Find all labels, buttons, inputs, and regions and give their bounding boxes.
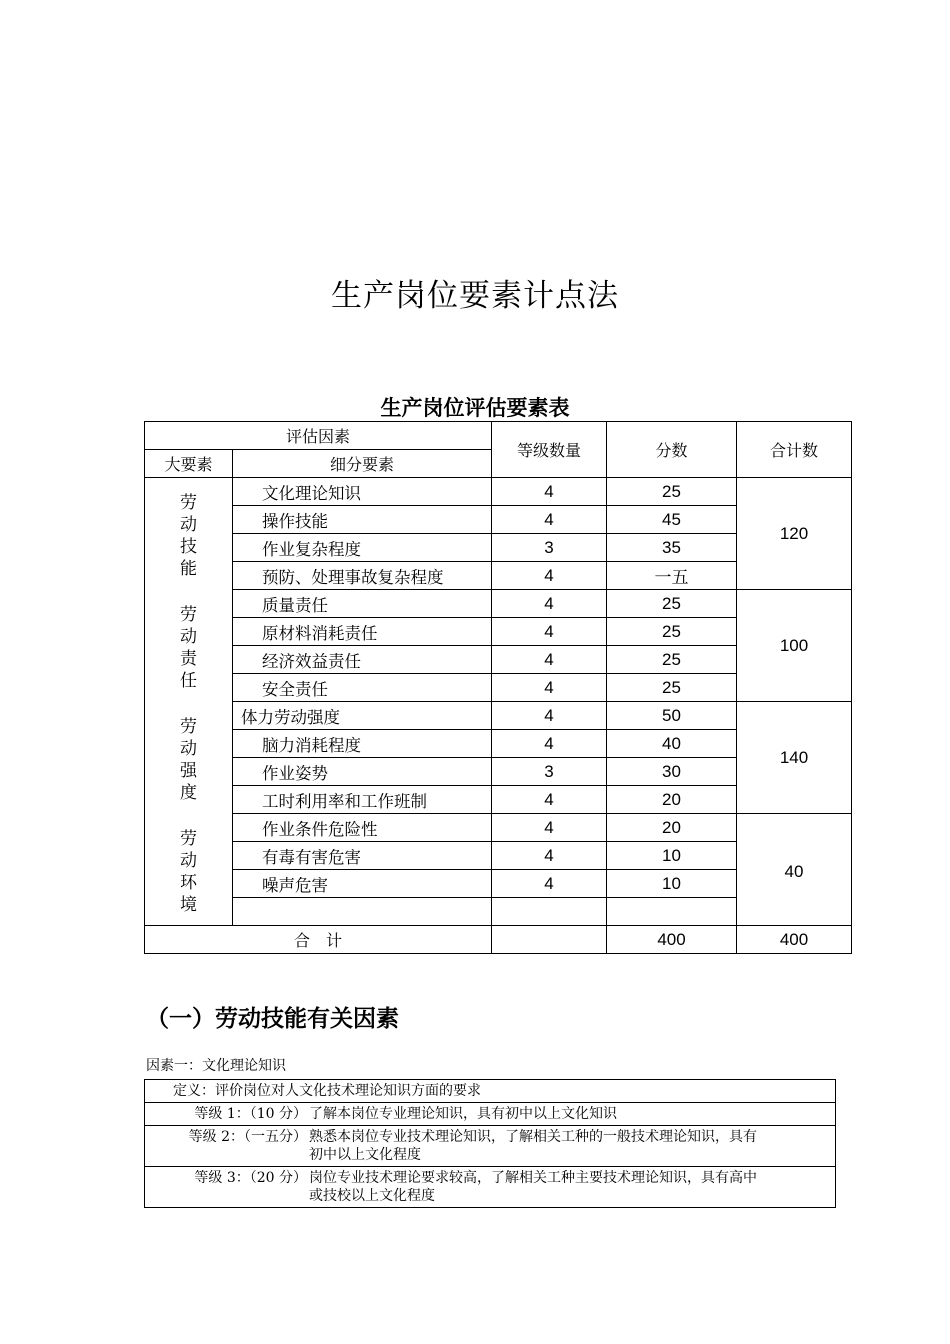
levels-cell: 3 (492, 758, 607, 786)
points-cell: 35 (607, 534, 737, 562)
footer-levels-cell (492, 926, 607, 954)
group-total-cell: 140 (737, 702, 852, 814)
group-total-cell: 40 (737, 814, 852, 926)
points-cell: 30 (607, 758, 737, 786)
major-factor-cell (145, 478, 233, 590)
footer-total-cell: 400 (737, 926, 852, 954)
points-cell (607, 898, 737, 926)
footer-total-label: 合 计 (145, 926, 492, 954)
levels-cell: 4 (492, 702, 607, 730)
footer-points-cell: 400 (607, 926, 737, 954)
points-cell: 40 (607, 730, 737, 758)
levels-cell: 4 (492, 562, 607, 590)
levels-cell: 4 (492, 646, 607, 674)
levels-cell: 4 (492, 590, 607, 618)
level-row (145, 1103, 836, 1126)
level-text: 岗位专业技术理论要求较高，了解相关工种主要技术理论知识，具有高中或技校以上文化程度 (309, 1170, 757, 1204)
major-factor-cell (145, 590, 233, 702)
points-cell: 45 (607, 506, 737, 534)
header-points: 分数 (607, 422, 737, 478)
level-text: 了解本岗位专业理论知识，具有初中以上文化知识 (309, 1106, 617, 1122)
definition-table (144, 1079, 836, 1208)
page-title: 生产岗位要素计点法 (331, 278, 619, 314)
points-cell: 25 (607, 674, 737, 702)
major-factor-label: 劳动技能 (180, 493, 197, 579)
points-cell: 25 (607, 646, 737, 674)
levels-cell: 4 (492, 478, 607, 506)
levels-cell: 4 (492, 618, 607, 646)
levels-cell: 4 (492, 730, 607, 758)
sub-factor-cell: 文化理论知识 (233, 478, 492, 506)
sub-factor-cell: 工时利用率和工作班制 (233, 786, 492, 814)
levels-cell: 4 (492, 506, 607, 534)
level-row (145, 1126, 836, 1167)
points-cell: 10 (607, 870, 737, 898)
major-factor-cell (145, 814, 233, 926)
points-cell: 25 (607, 478, 737, 506)
header-major: 大要素 (145, 450, 233, 478)
header-factor-group: 评估因素 (145, 422, 492, 450)
level-label: 等级 2：（一五分） (188, 1129, 307, 1145)
major-factor-label: 劳动环境 (180, 828, 197, 915)
points-cell: 20 (607, 786, 737, 814)
header-sub: 细分要素 (233, 450, 492, 478)
sub-factor-cell: 质量责任 (233, 590, 492, 618)
levels-cell: 4 (492, 674, 607, 702)
levels-cell (492, 898, 607, 926)
sub-factor-cell: 原材料消耗责任 (233, 618, 492, 646)
points-cell: 10 (607, 842, 737, 870)
sub-factor-cell: 经济效益责任 (233, 646, 492, 674)
levels-cell: 3 (492, 534, 607, 562)
levels-cell: 4 (492, 786, 607, 814)
sub-factor-cell: 噪声危害 (233, 870, 492, 898)
major-factor-label: 劳动强度 (180, 716, 197, 803)
level-label: 等级 1：（10 分） (194, 1106, 307, 1122)
sub-factor-cell: 预防、处理事故复杂程度 (233, 562, 492, 590)
header-levels: 等级数量 (492, 422, 607, 478)
points-cell: 25 (607, 618, 737, 646)
definition-text: 定义：评价岗位对人文化技术理论知识方面的要求 (145, 1080, 836, 1103)
header-total: 合计数 (737, 422, 852, 478)
level-label: 等级 3：（20 分） (194, 1170, 307, 1186)
sub-factor-cell: 作业条件危险性 (233, 814, 492, 842)
points-cell: 50 (607, 702, 737, 730)
sub-factor-cell: 安全责任 (233, 674, 492, 702)
sub-factor-cell: 脑力消耗程度 (233, 730, 492, 758)
sub-factor-cell (233, 898, 492, 926)
levels-cell: 4 (492, 842, 607, 870)
points-cell: 25 (607, 590, 737, 618)
points-cell: 20 (607, 814, 737, 842)
section-heading: （一）劳动技能有关因素 (146, 1006, 399, 1032)
points-cell: 一五 (607, 562, 737, 590)
sub-factor-cell: 体力劳动强度 (233, 702, 492, 730)
levels-cell: 4 (492, 870, 607, 898)
factor-label: 因素一：文化理论知识 (146, 1058, 286, 1074)
group-total-cell: 100 (737, 590, 852, 702)
sub-factor-cell: 作业姿势 (233, 758, 492, 786)
major-factor-cell (145, 702, 233, 814)
evaluation-factor-table (144, 421, 852, 954)
sub-factor-cell: 有毒有害危害 (233, 842, 492, 870)
level-row (145, 1167, 836, 1208)
table-caption: 生产岗位评估要素表 (380, 396, 570, 420)
level-text: 熟悉本岗位专业技术理论知识，了解相关工种的一般技术理论知识，具有初中以上文化程度 (309, 1129, 757, 1163)
sub-factor-cell: 作业复杂程度 (233, 534, 492, 562)
group-total-cell: 120 (737, 478, 852, 590)
major-factor-label: 劳动责任 (180, 604, 197, 691)
sub-factor-cell: 操作技能 (233, 506, 492, 534)
levels-cell: 4 (492, 814, 607, 842)
